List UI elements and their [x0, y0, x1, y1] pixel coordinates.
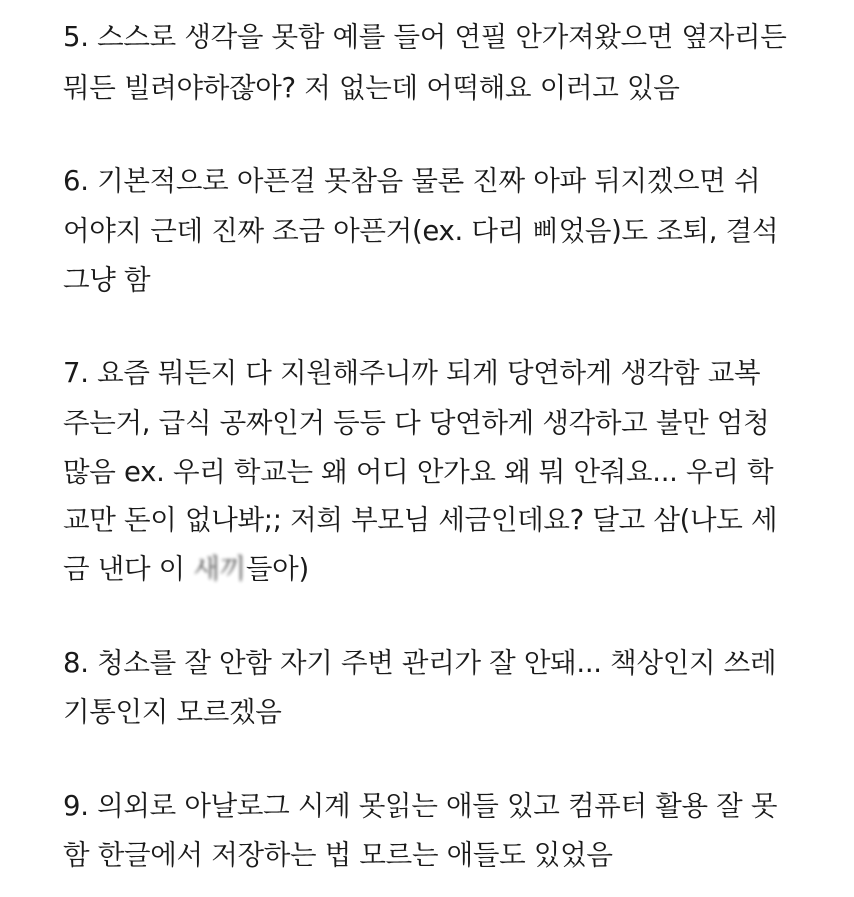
- item-7-line-1: 7. 요즘 뭐든지 다 지원해주니까 되게 당연하게 생각함 교복: [63, 357, 761, 389]
- item-8-line-2: 기통인지 모르겠음: [63, 696, 282, 728]
- item-7-line-5-text: 금 낸다 이: [63, 553, 194, 585]
- item-8-line-1: 8. 청소를 잘 안함 자기 주변 관리가 잘 안돼... 책상인지 쓰레: [63, 647, 777, 679]
- item-9-line-1: 9. 의외로 아날로그 시계 못읽는 애들 있고 컴퓨터 활용 잘 못: [63, 790, 778, 822]
- item-7-line-4: 교만 돈이 없나봐;; 저희 부모님 세금인데요? 달고 삼(나도 세: [63, 504, 778, 536]
- item-5-line-1: 5. 스스로 생각을 못함 예를 들어 연필 안가져왔으면 옆자리든: [63, 21, 787, 53]
- item-9-line-2: 함 한글에서 저장하는 법 모르는 애들도 있었음: [63, 839, 613, 871]
- item-5-line-2: 뭐든 빌려야하잖아? 저 없는데 어떡해요 이러고 있음: [63, 72, 680, 104]
- item-6-line-3: 그냥 함: [63, 264, 151, 296]
- item-6-line-2: 어야지 근데 진짜 조금 아픈거(ex. 다리 삐었음)도 조퇴, 결석: [63, 215, 779, 247]
- censored-word: 새끼: [193, 553, 246, 585]
- item-7-line-3: 많음 ex. 우리 학교는 왜 어디 안가요 왜 뭐 안줘요... 우리 학: [63, 456, 774, 488]
- item-7-line-5: [63, 551, 309, 587]
- item-6-line-1: 6. 기본적으로 아픈걸 못참음 물론 진짜 아파 뒤지겠으면 쉬: [63, 165, 761, 197]
- item-7-line-5-tail: 들아): [245, 553, 309, 585]
- item-7-line-2: 주는거, 급식 공짜인거 등등 다 당연하게 생각하고 불만 엄청: [63, 407, 770, 439]
